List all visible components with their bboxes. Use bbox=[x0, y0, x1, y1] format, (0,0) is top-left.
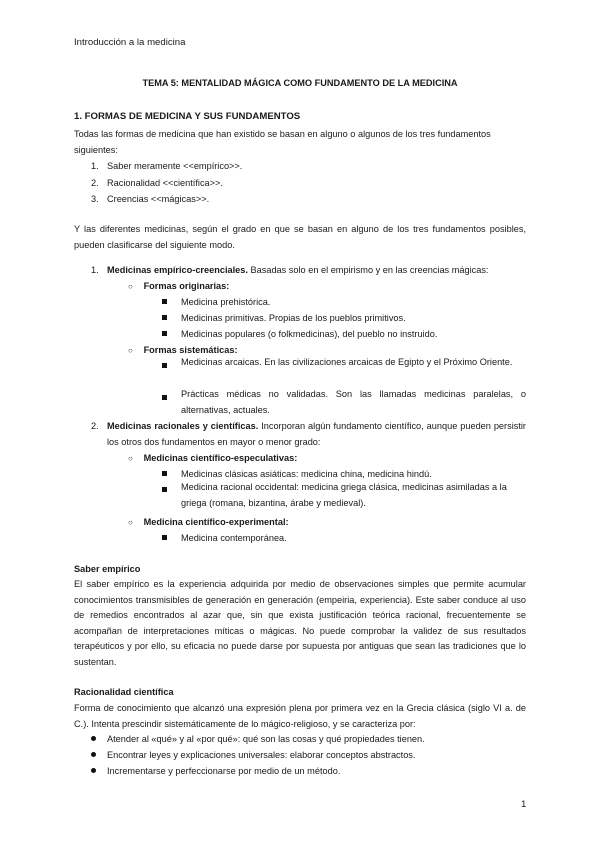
section-heading: 1. FORMAS DE MEDICINA Y SUS FUNDAMENTOS bbox=[74, 111, 301, 122]
list-item-text: Medicinas populares (o folkmedicinas), del pueblo no instruido. bbox=[181, 329, 438, 339]
list-item bbox=[91, 748, 415, 764]
intro-paragraph: Todas las formas de medicina que han existido se basan en alguno o algunos de los tres fundamentos siguientes: bbox=[74, 129, 491, 155]
list-item-marker bbox=[162, 483, 181, 499]
list-item-text: Encontrar leyes y explicaciones universales: elaborar conceptos abstractos. bbox=[107, 750, 416, 760]
square-bullet-icon bbox=[162, 331, 167, 336]
saber-heading: Saber empírico bbox=[74, 564, 141, 574]
category-number-wrap bbox=[91, 419, 107, 435]
circle-bullet-icon: ○ bbox=[128, 518, 133, 527]
list-item-text: Atender al «qué» y al «por qué»: qué son las cosas y qué propiedades tienen. bbox=[107, 734, 425, 744]
category-label: Medicinas racionales y científicas. bbox=[107, 421, 259, 431]
square-bullet-icon bbox=[162, 315, 167, 320]
page-title: TEMA 5: MENTALIDAD MÁGICA COMO FUNDAMENTO DE LA MEDICINA bbox=[142, 78, 458, 88]
category-number: 2. bbox=[91, 421, 99, 431]
list-item-marker bbox=[162, 359, 181, 375]
racional-heading: Racionalidad científica bbox=[74, 687, 174, 697]
list-item bbox=[162, 311, 406, 327]
subcategory-label: Medicina científico-experimental: bbox=[143, 517, 289, 527]
page-number: 1 bbox=[521, 799, 527, 810]
fundamento-item bbox=[91, 176, 223, 192]
racional-body: Forma de conocimiento que alcanzó una expresión plena por primera vez en la Grecia clásica (siglo VI a. de C.). Intenta prescindir sistemáticamente de lo mágico-religioso, y se caracteriza por: bbox=[74, 703, 526, 729]
category-label: Medicinas empírico-creenciales. bbox=[107, 265, 248, 275]
bullet-icon bbox=[91, 768, 96, 773]
list-item bbox=[162, 327, 437, 343]
fundamento-text: Saber meramente <<empírico>>. bbox=[107, 161, 243, 171]
circle-bullet-icon: ○ bbox=[128, 346, 133, 355]
fundamento-number: 3. bbox=[91, 194, 99, 204]
list-item bbox=[162, 531, 287, 547]
list-item-text: Medicina prehistórica. bbox=[181, 297, 271, 307]
category-description: Incorporan algún fundamento científico, aunque pueden persistir los otros dos fundamentos en mayor o menor grado: bbox=[107, 421, 526, 447]
category-item bbox=[107, 419, 526, 450]
square-bullet-icon bbox=[162, 299, 167, 304]
category-description: Basadas solo en el empirismo y en las creencias mágicas: bbox=[247, 265, 489, 275]
list-item-text: Medicina contemporánea. bbox=[181, 533, 287, 543]
circle-bullet-icon: ○ bbox=[128, 282, 133, 291]
subcategory-label: Formas sistemáticas: bbox=[143, 345, 238, 355]
bullet-icon bbox=[91, 736, 96, 741]
square-bullet-icon bbox=[162, 471, 167, 476]
classification-paragraph: Y las diferentes medicinas, según el grado en que se basan en alguno de los tres fundamentos posibles, pueden clasificarse del siguiente modo. bbox=[74, 224, 526, 250]
subcategory-item bbox=[128, 515, 289, 531]
fundamento-text: Creencias <<mágicas>>. bbox=[107, 194, 210, 204]
list-item bbox=[162, 295, 270, 311]
list-item bbox=[91, 732, 425, 748]
subcategory-label: Formas originarias: bbox=[143, 281, 230, 291]
circle-bullet-icon: ○ bbox=[128, 454, 133, 463]
list-item-text: Medicinas clásicas asiáticas: medicina china, medicina hindú. bbox=[181, 469, 432, 479]
category-number: 1. bbox=[91, 265, 99, 275]
square-bullet-icon bbox=[162, 395, 167, 400]
page-header: Introducción a la medicina bbox=[74, 37, 186, 48]
fundamento-item bbox=[91, 159, 242, 175]
subcategory-item bbox=[128, 451, 297, 467]
square-bullet-icon bbox=[162, 535, 167, 540]
list-item-text: Medicinas primitivas. Propias de los pueblos primitivos. bbox=[181, 313, 406, 323]
list-item-marker bbox=[162, 391, 181, 407]
saber-body: El saber empírico es la experiencia adquirida por medio de observaciones simples que permite acumular conocimientos transmisibles de generación en generación (empeiria, experiencia). Este saber conduce al uso de remedios encontrados al azar que, sin que exista justificación teórica racional, frecuentemente se acompañan de interpretaciones míticas o mágicas. No puede comprobar la validez de sus resultados terapéuticos y por ello, su eficacia no puede darse por supuesta por antiguas que sean las tradiciones que lo sustentan. bbox=[74, 579, 526, 667]
list-item-text: Medicina racional occidental: medicina griega clásica, medicinas asimiladas a la griega (romana, bizantina, árabe y medieval). bbox=[181, 482, 507, 508]
fundamento-number: 2. bbox=[91, 178, 99, 188]
category-item bbox=[91, 263, 488, 279]
square-bullet-icon bbox=[162, 363, 167, 368]
list-item-text: Incrementarse y perfeccionarse por medio de un método. bbox=[107, 766, 341, 776]
subcategory-item bbox=[128, 279, 229, 295]
subcategory-label: Medicinas científico-especulativas: bbox=[143, 453, 298, 463]
list-item-text: Medicinas arcaicas. En las civilizaciones arcaicas de Egipto y el Próximo Oriente. bbox=[181, 357, 513, 367]
fundamento-item bbox=[91, 192, 209, 208]
square-bullet-icon bbox=[162, 487, 167, 492]
list-item-text: Prácticas médicas no validadas. Son las llamadas medicinas paralelas, o alternativas, actuales. bbox=[181, 389, 526, 415]
fundamento-text: Racionalidad <<científica>>. bbox=[107, 178, 223, 188]
list-item bbox=[91, 764, 340, 780]
fundamento-number: 1. bbox=[91, 161, 99, 171]
bullet-icon bbox=[91, 752, 96, 757]
